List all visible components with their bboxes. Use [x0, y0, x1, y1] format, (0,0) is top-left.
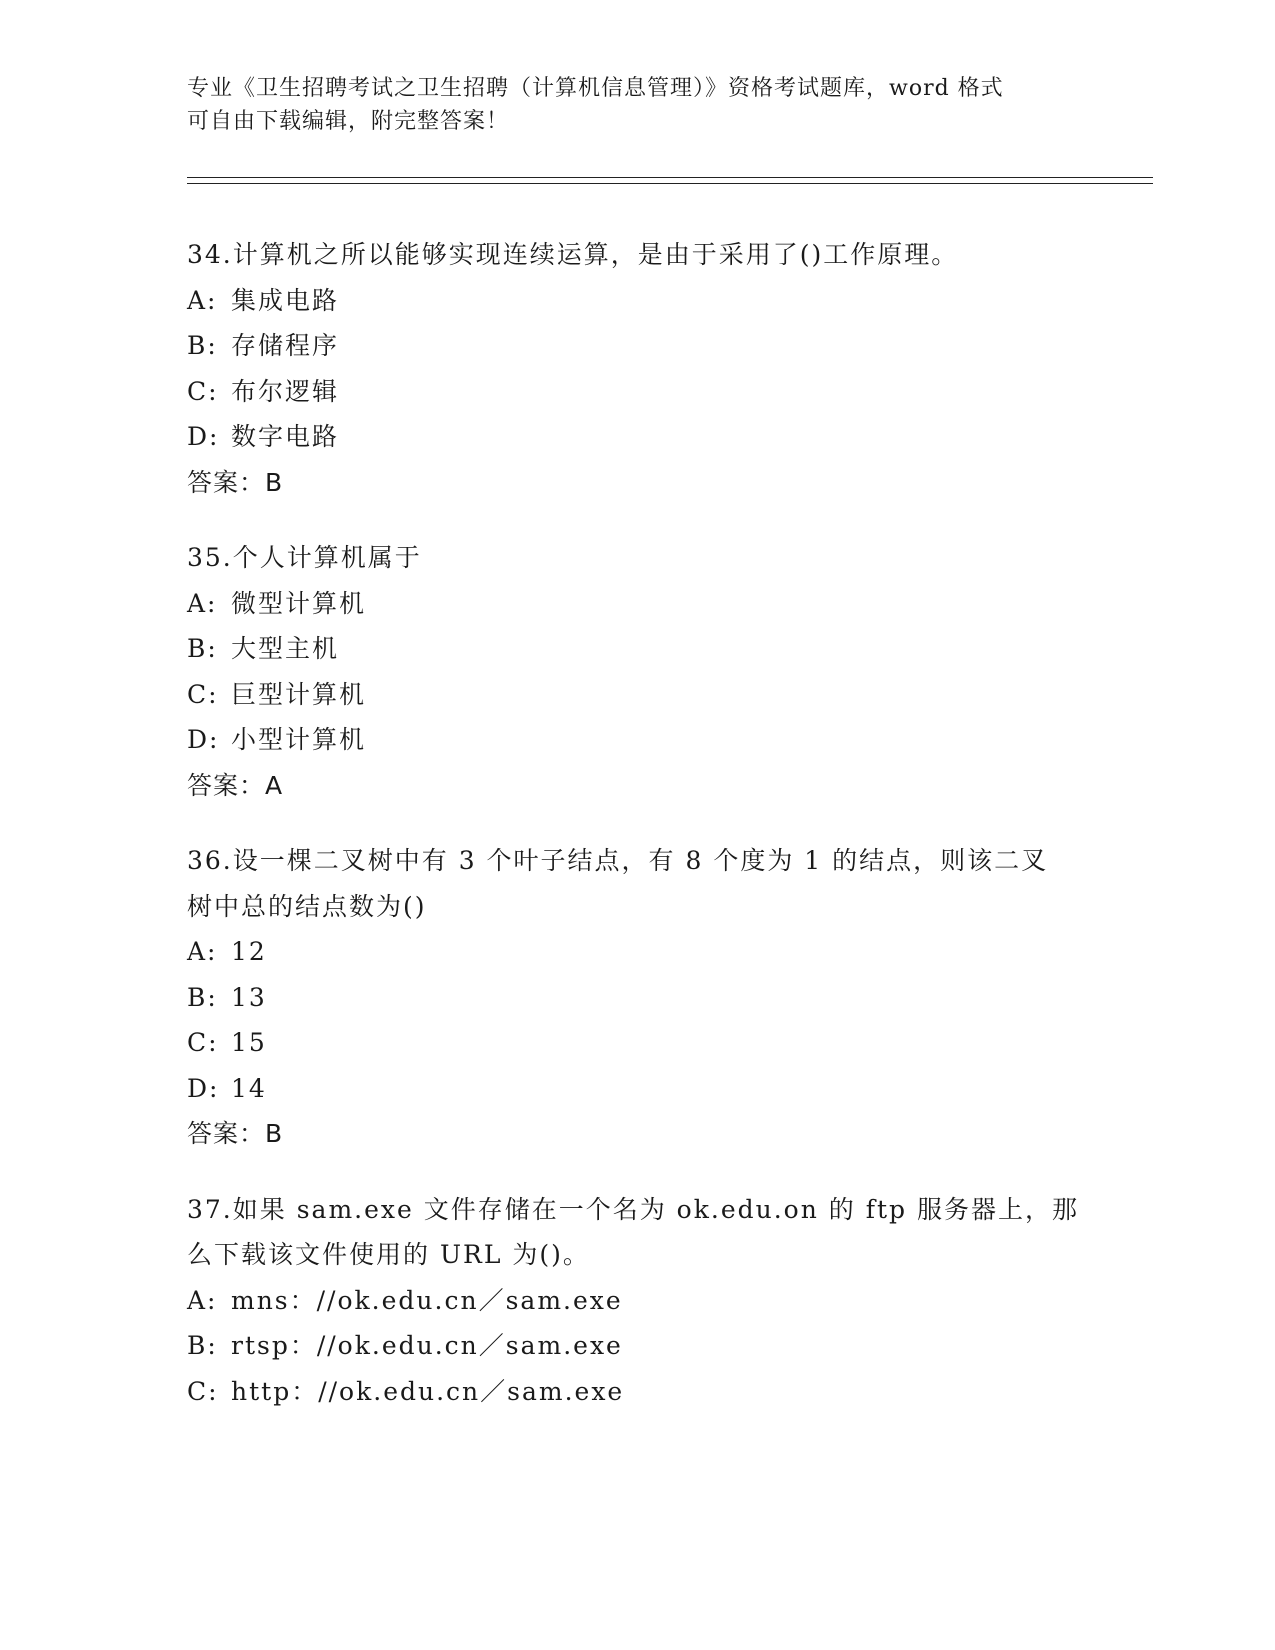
option-label: D:: [187, 725, 220, 754]
option-c: [187, 672, 1087, 718]
header-line-2: 可自由下载编辑，附完整答案！: [187, 109, 510, 134]
answer-line: 答案：B: [187, 467, 284, 497]
option-text: 13: [231, 982, 267, 1012]
question-stem: 37.如果 sam.exe 文件存储在一个名为 ok.edu.on 的 ftp 服务器上，那: [187, 1194, 1079, 1224]
document-header: [187, 72, 1067, 138]
option-label: C:: [187, 1028, 219, 1057]
header-divider-top: [187, 177, 1153, 178]
question-34: [187, 232, 1087, 505]
option-label: A:: [187, 285, 218, 315]
question-37: [187, 1187, 1087, 1415]
option-b: [187, 323, 1087, 369]
answer-line: 答案：B: [187, 1119, 284, 1148]
option-text: 巨型计算机: [231, 679, 367, 709]
option-text: 集成电路: [231, 285, 340, 315]
option-a: [187, 1278, 1087, 1324]
option-label: A:: [187, 937, 218, 966]
option-c: [187, 1369, 1087, 1415]
option-text: 15: [231, 1028, 267, 1057]
option-text: 大型主机: [231, 634, 340, 663]
option-d: [187, 1066, 1087, 1112]
question-35: [187, 535, 1087, 808]
option-a: [187, 581, 1087, 627]
question-stem: 35.个人计算机属于: [187, 543, 422, 572]
option-b: [187, 975, 1087, 1021]
option-label: C:: [187, 376, 219, 406]
question-list: [187, 232, 1087, 1444]
option-text: 12: [231, 937, 267, 966]
option-text: mns：//ok.edu.cn／sam.exe: [231, 1285, 623, 1315]
option-label: C:: [187, 679, 219, 709]
option-c: [187, 1020, 1087, 1066]
option-text: 微型计算机: [231, 588, 367, 618]
question-stem-continued: 么下载该文件使用的 URL 为()。: [187, 1240, 590, 1269]
question-stem: 34.计算机之所以能够实现连续运算，是由于采用了()工作原理。: [187, 240, 959, 269]
option-a: [187, 278, 1087, 324]
question-stem-continued: 树中总的结点数为(): [187, 891, 427, 921]
header-line-1: 专业《卫生招聘考试之卫生招聘（计算机信息管理）》资格考试题库，word 格式: [187, 76, 1004, 101]
option-label: B:: [187, 982, 218, 1012]
option-b: [187, 1323, 1087, 1369]
option-d: [187, 414, 1087, 460]
option-label: B:: [187, 1331, 218, 1360]
option-label: A:: [187, 588, 218, 618]
option-label: A:: [187, 1285, 218, 1315]
option-text: http：//ok.edu.cn／sam.exe: [231, 1376, 625, 1406]
question-36: [187, 838, 1087, 1157]
header-divider-bottom: [187, 183, 1153, 184]
option-text: 数字电路: [231, 422, 340, 451]
option-label: D:: [187, 1073, 220, 1103]
question-stem: 36.设一棵二叉树中有 3 个叶子结点，有 8 个度为 1 的结点，则该二叉: [187, 846, 1049, 875]
option-text: 14: [231, 1073, 267, 1103]
option-d: [187, 717, 1087, 763]
answer-line: 答案：A: [187, 770, 284, 800]
option-label: B:: [187, 634, 218, 663]
option-c: [187, 369, 1087, 415]
option-label: D:: [187, 422, 220, 451]
option-text: 布尔逻辑: [231, 376, 340, 406]
option-text: 存储程序: [231, 331, 340, 360]
option-label: C:: [187, 1376, 219, 1406]
option-text: 小型计算机: [231, 725, 367, 754]
option-label: B:: [187, 331, 218, 360]
option-b: [187, 626, 1087, 672]
option-a: [187, 929, 1087, 975]
option-text: rtsp：//ok.edu.cn／sam.exe: [231, 1331, 623, 1360]
